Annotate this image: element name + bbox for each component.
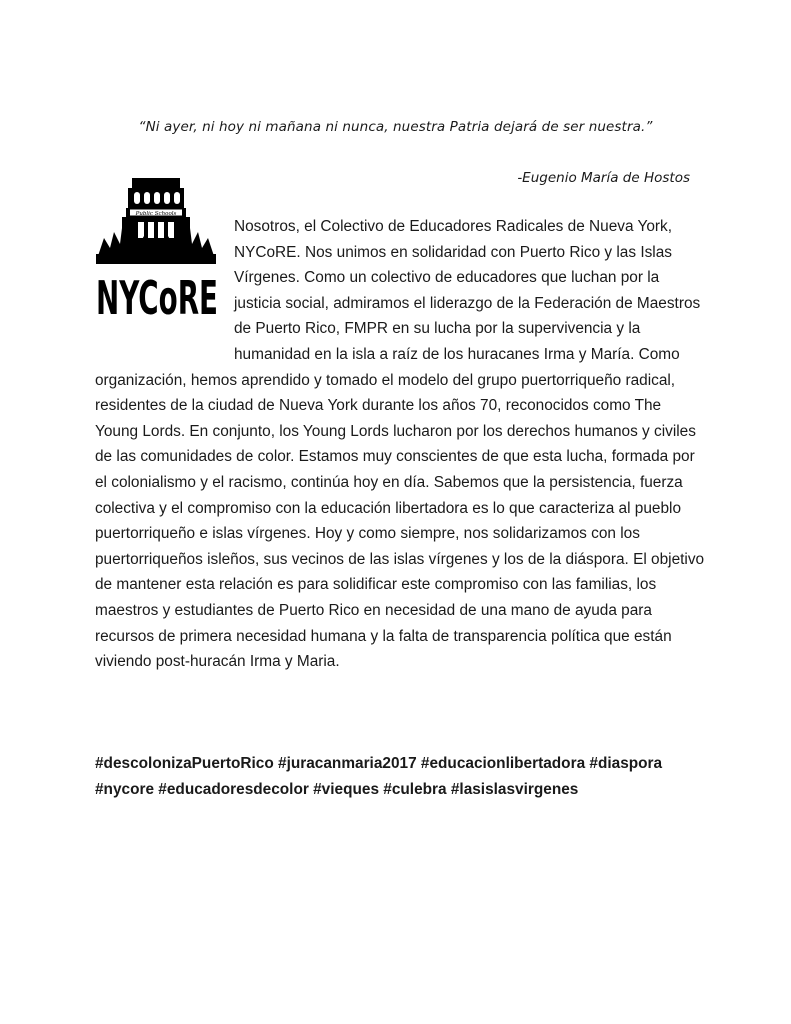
logo-wordmark: NYCoRE [96, 271, 218, 325]
statement-text: Nosotros, el Colectivo de Educadores Radicales de Nueva York, NYCoRE. Nos unimos en solidaridad con Puerto Rico y las Islas Vírgenes. Como un colectivo de educadores que luchan por la justicia social, admiramos el liderazgo de la Federación de Maestros de Puerto Rico, FMPR en su lucha por la supervivencia y la humanidad en la isla a raíz de los huracanes Irma y María. Como organización, hemos aprendido y tomado el modelo del grupo puertorriqueño radical, residentes de la ciudad de Nueva York durante los años 70, reconocidos como The Young Lords. En conjunto, los Young Lords lucharon por los derechos humanos y civiles de las comunidades de color. Estamos muy conscientes de que esta lucha, formada por el colonialismo y el racismo, continúa hoy en día. Sabemos que la persistencia, fuerza colectiva y el compromiso con la educación libertadora es lo que caracteriza al pueblo puertorriqueño e islas vírgenes. Hoy y como siempre, nos solidarizamos con los puertorriqueños isleños, sus vecinos de las islas vírgenes y los de la diáspora. El objetivo de mantener esta relación es para solidificar este compromiso con las familias, los maestros y estudiantes de Puerto Rico en necesidad de una mano de ayuda para recursos de primera necesidad humana y la falta de transparencia política que están viviendo post-huracán Irma y Maria. [95, 218, 705, 671]
logo-wrap-spacer [95, 214, 234, 342]
hashtag-line: #descolonizaPuertoRico #juracanmaria2017 #educacionlibertadora #diaspora [95, 755, 663, 772]
hashtag-block [95, 751, 715, 803]
logo-banner-text: Public Schools [135, 211, 177, 217]
hashtag-line: #nycore #educadoresdecolor #vieques #culebra #lasislasvirgenes [95, 781, 579, 798]
epigraph-attribution: -Eugenio María de Hostos [517, 170, 690, 186]
statement-paragraph [95, 214, 707, 675]
epigraph-quote: “Ni ayer, ni hoy ni mañana ni nunca, nuestra Patria dejará de ser nuestra.” [138, 119, 653, 135]
